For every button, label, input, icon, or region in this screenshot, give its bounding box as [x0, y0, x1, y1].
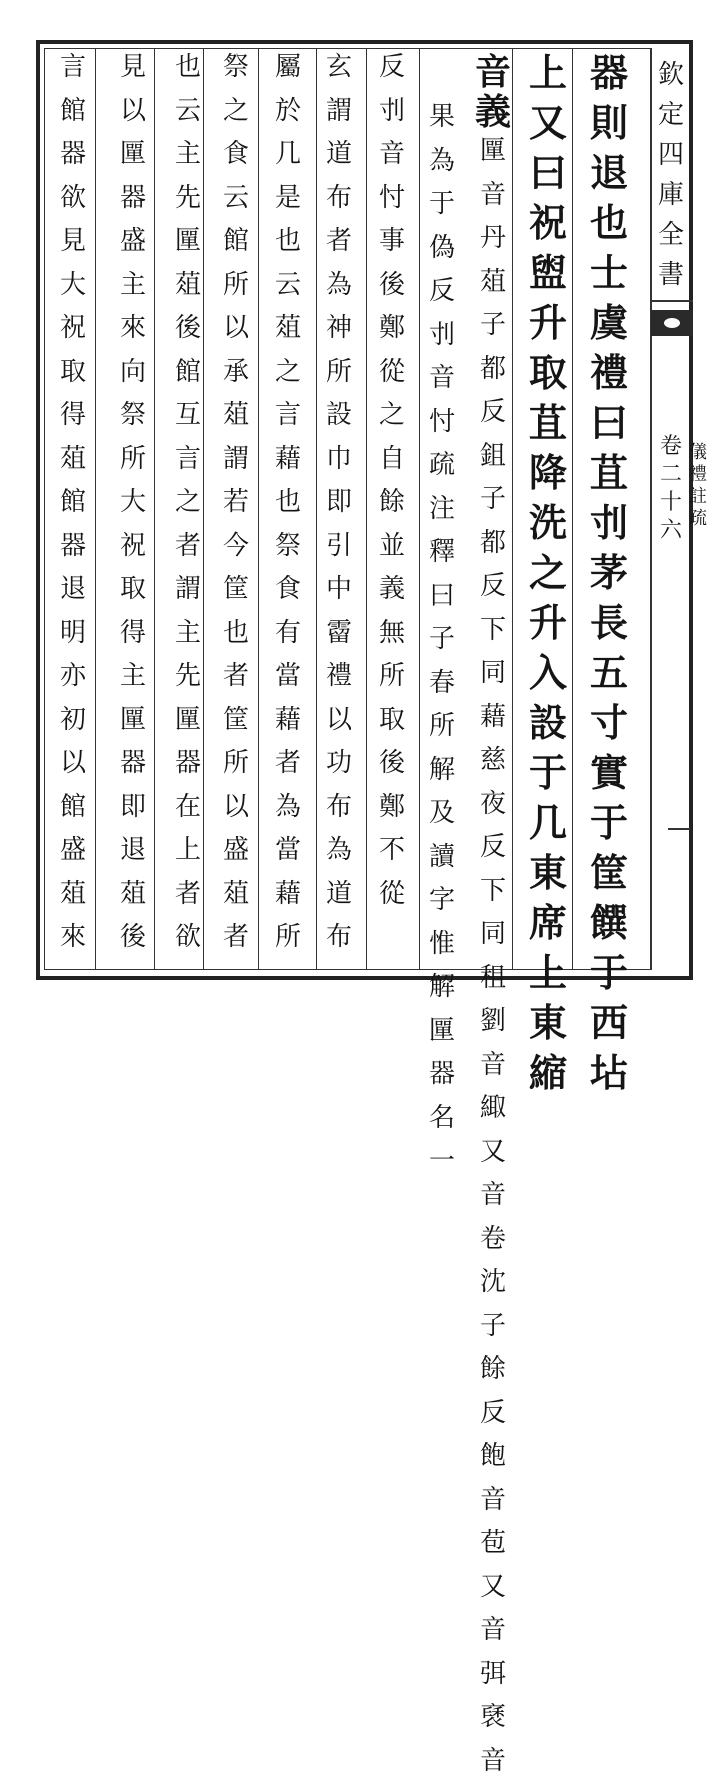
- glyph: 器: [117, 750, 149, 794]
- glyph: 取: [117, 576, 149, 620]
- glyph: 惟: [426, 931, 458, 975]
- glyph: 藉: [477, 704, 509, 748]
- glyph: 主: [117, 272, 149, 316]
- glyph: 藉: [272, 881, 304, 925]
- glyph: 寸: [584, 704, 634, 754]
- glyph: 謂: [172, 576, 204, 620]
- glyph: 筐: [584, 854, 634, 904]
- glyph: 得: [57, 402, 89, 446]
- glyph: 儀: [688, 444, 708, 466]
- glyph: 亦: [57, 663, 89, 707]
- glyph: 上: [523, 954, 573, 1004]
- glyph: 則: [584, 104, 634, 154]
- glyph: 神: [323, 315, 355, 359]
- column-rule: [154, 48, 155, 970]
- glyph: 偽: [426, 235, 458, 279]
- glyph: 東: [523, 854, 573, 904]
- glyph: 之: [376, 402, 408, 446]
- glyph: 不: [376, 837, 408, 881]
- glyph: 祭: [272, 533, 304, 577]
- glyph: 盥: [523, 254, 573, 304]
- glyph: 子: [426, 626, 458, 670]
- glyph: 餘: [376, 489, 408, 533]
- column-rule: [366, 48, 367, 970]
- glyph: 設: [323, 402, 355, 446]
- glyph: 以: [220, 315, 252, 359]
- glyph: 也: [272, 228, 304, 272]
- glyph: 禮: [688, 466, 708, 488]
- glyph: 退: [117, 837, 149, 881]
- margin-title: [652, 62, 690, 302]
- glyph: 玄: [323, 54, 355, 98]
- column-rule: [95, 48, 96, 970]
- glyph: 大: [57, 272, 89, 316]
- glyph: 禮: [584, 354, 634, 404]
- glyph: 見: [57, 228, 89, 272]
- glyph: 于: [426, 191, 458, 235]
- glyph: 五: [584, 654, 634, 704]
- glyph: 夜: [477, 791, 509, 835]
- glyph: 同: [477, 921, 509, 965]
- glyph: 盛: [117, 228, 149, 272]
- glyph: 卷: [477, 1226, 509, 1270]
- glyph: 匰: [477, 138, 509, 182]
- glyph: 刌: [376, 98, 408, 142]
- glyph: 音: [477, 1617, 509, 1661]
- glyph: 音: [477, 182, 509, 226]
- glyph: 都: [477, 530, 509, 574]
- glyph: 者: [172, 533, 204, 577]
- glyph: 葅: [57, 446, 89, 490]
- glyph: 解: [426, 757, 458, 801]
- glyph: 祝: [57, 315, 89, 359]
- glyph: 筐: [220, 707, 252, 751]
- glyph: 以: [220, 794, 252, 838]
- glyph: 以: [117, 98, 149, 142]
- glyph: 春: [426, 670, 458, 714]
- glyph: 布: [323, 794, 355, 838]
- glyph: 東: [523, 1004, 573, 1054]
- glyph: 几: [523, 804, 573, 854]
- glyph: 並: [376, 533, 408, 577]
- column-rule: [316, 48, 317, 970]
- glyph: 設: [523, 704, 573, 754]
- glyph: 匰: [426, 1018, 458, 1062]
- glyph: 西: [584, 1004, 634, 1054]
- text-column-note: [470, 54, 516, 1791]
- glyph: 器: [57, 141, 89, 185]
- glyph: 從: [376, 359, 408, 403]
- marker-glyph: 義: [470, 94, 516, 134]
- glyph: 以: [323, 707, 355, 751]
- glyph: 刌: [584, 504, 634, 554]
- glyph: 上: [523, 54, 573, 104]
- glyph: 注: [426, 496, 458, 540]
- glyph: 祭: [220, 54, 252, 98]
- glyph: 當: [272, 663, 304, 707]
- glyph: 又: [477, 1139, 509, 1183]
- glyph: 即: [323, 489, 355, 533]
- glyph: 主: [172, 620, 204, 664]
- glyph: 主: [117, 663, 149, 707]
- glyph: 實: [584, 754, 634, 804]
- book-title-label: [686, 444, 710, 532]
- glyph: 曰: [426, 583, 458, 627]
- glyph: 緅: [477, 1095, 509, 1139]
- glyph: 為: [323, 272, 355, 316]
- glyph: 慈: [477, 747, 509, 791]
- glyph: 坫: [584, 1054, 634, 1104]
- glyph: 音: [376, 141, 408, 185]
- glyph: 所: [272, 924, 304, 968]
- glyph: 刌: [426, 322, 458, 366]
- glyph: 匰: [172, 707, 204, 751]
- glyph: 茅: [584, 554, 634, 604]
- glyph: 註: [688, 488, 708, 510]
- glyph: 二: [659, 464, 683, 492]
- glyph: 子: [477, 486, 509, 530]
- glyph: 館: [57, 98, 89, 142]
- glyph: 取: [57, 359, 89, 403]
- glyph: 也: [172, 54, 204, 98]
- glyph: 虞: [584, 304, 634, 354]
- glyph: 葅: [172, 272, 204, 316]
- glyph: 事: [376, 228, 408, 272]
- glyph: 食: [220, 141, 252, 185]
- glyph: 云: [172, 98, 204, 142]
- glyph: 明: [57, 620, 89, 664]
- glyph: 反: [477, 1400, 509, 1444]
- glyph: 鉏: [477, 443, 509, 487]
- glyph: 同: [477, 660, 509, 704]
- yinyi-marker: [470, 54, 516, 134]
- text-column-main: [523, 54, 573, 1104]
- glyph: 主: [172, 141, 204, 185]
- glyph: 忖: [376, 185, 408, 229]
- glyph: 葅: [220, 402, 252, 446]
- glyph: 有: [272, 620, 304, 664]
- glyph: 葅: [57, 881, 89, 925]
- glyph: 霤: [323, 620, 355, 664]
- glyph: 云: [220, 185, 252, 229]
- glyph: 一: [426, 1148, 458, 1192]
- text-column-note: [376, 54, 408, 924]
- glyph: 定: [654, 102, 688, 142]
- glyph: 於: [272, 98, 304, 142]
- glyph: 言: [57, 54, 89, 98]
- juan-label: [656, 436, 686, 548]
- text-column-note: [272, 54, 304, 968]
- glyph: 沈: [477, 1269, 509, 1313]
- glyph: 丹: [477, 225, 509, 269]
- glyph: 巾: [323, 446, 355, 490]
- glyph: 向: [117, 359, 149, 403]
- glyph: 上: [172, 837, 204, 881]
- glyph: 初: [57, 707, 89, 751]
- glyph: 書: [654, 262, 688, 302]
- glyph: 承: [220, 359, 252, 403]
- glyph: 館: [57, 489, 89, 533]
- glyph: 欲: [172, 924, 204, 968]
- glyph: 苴: [584, 454, 634, 504]
- glyph: 之: [272, 359, 304, 403]
- glyph: 所: [220, 750, 252, 794]
- glyph: 謂: [323, 98, 355, 142]
- marker-glyph: 音: [470, 54, 516, 94]
- glyph: 者: [323, 228, 355, 272]
- margin-tick: [668, 828, 690, 830]
- glyph: 疏: [426, 452, 458, 496]
- glyph: 入: [523, 654, 573, 704]
- glyph: 葅: [477, 269, 509, 313]
- glyph: 館: [57, 794, 89, 838]
- glyph: 道: [323, 881, 355, 925]
- glyph: 饌: [584, 904, 634, 954]
- glyph: 義: [376, 576, 408, 620]
- text-column-note: [117, 54, 149, 968]
- glyph: 今: [220, 533, 252, 577]
- glyph: 四: [654, 142, 688, 182]
- glyph: 云: [272, 272, 304, 316]
- glyph: 後: [376, 750, 408, 794]
- glyph: 反: [477, 834, 509, 878]
- glyph: 解: [426, 974, 458, 1018]
- glyph: 六: [659, 520, 683, 548]
- glyph: 餘: [477, 1356, 509, 1400]
- text-column-note: [220, 54, 252, 968]
- glyph: 布: [323, 924, 355, 968]
- glyph: 縮: [523, 1054, 573, 1104]
- glyph: 忖: [426, 409, 458, 453]
- glyph: 于: [584, 954, 634, 1004]
- glyph: 卷: [659, 436, 683, 464]
- glyph: 子: [477, 1313, 509, 1357]
- glyph: 飽: [477, 1443, 509, 1487]
- glyph: 無: [376, 620, 408, 664]
- glyph: 祝: [523, 204, 573, 254]
- glyph: 在: [172, 794, 204, 838]
- glyph: 士: [584, 254, 634, 304]
- fish-tail-notch: [664, 318, 680, 328]
- glyph: 屬: [272, 54, 304, 98]
- glyph: 取: [376, 707, 408, 751]
- glyph: 祭: [117, 402, 149, 446]
- glyph: 苴: [523, 404, 573, 454]
- glyph: 音: [477, 1052, 509, 1096]
- glyph: 又: [477, 1574, 509, 1618]
- glyph: 釋: [426, 539, 458, 583]
- glyph: 所: [220, 272, 252, 316]
- glyph: 後: [376, 272, 408, 316]
- glyph: 于: [584, 804, 634, 854]
- glyph: 音: [477, 1748, 509, 1791]
- glyph: 洗: [523, 504, 573, 554]
- glyph: 盛: [57, 837, 89, 881]
- glyph: 欽: [654, 62, 688, 102]
- glyph: 子: [477, 312, 509, 356]
- glyph: 盛: [220, 837, 252, 881]
- glyph: 弭: [477, 1661, 509, 1705]
- glyph: 以: [57, 750, 89, 794]
- glyph: 欲: [57, 185, 89, 229]
- glyph: 器: [172, 750, 204, 794]
- glyph: 劉: [477, 1008, 509, 1052]
- glyph: 鄭: [376, 315, 408, 359]
- glyph: 取: [523, 354, 573, 404]
- text-column-note: [426, 104, 458, 1192]
- glyph: 食: [272, 576, 304, 620]
- text-column-note: [57, 54, 89, 968]
- glyph: 從: [376, 881, 408, 925]
- glyph: 中: [323, 576, 355, 620]
- glyph: 言: [272, 402, 304, 446]
- glyph: 言: [172, 446, 204, 490]
- column-rule: [258, 48, 259, 970]
- glyph: 之: [220, 98, 252, 142]
- glyph: 苞: [477, 1530, 509, 1574]
- glyph: 見: [117, 54, 149, 98]
- glyph: 若: [220, 489, 252, 533]
- glyph: 筐: [220, 576, 252, 620]
- glyph: 者: [172, 881, 204, 925]
- column-rule: [419, 48, 420, 970]
- glyph: 反: [376, 54, 408, 98]
- glyph: 之: [523, 554, 573, 604]
- glyph: 反: [477, 399, 509, 443]
- glyph: 曰: [584, 404, 634, 454]
- glyph: 也: [220, 620, 252, 664]
- glyph: 讀: [426, 844, 458, 888]
- glyph: 于: [523, 754, 573, 804]
- glyph: 下: [477, 617, 509, 661]
- glyph: 葅: [117, 881, 149, 925]
- glyph: 道: [323, 141, 355, 185]
- glyph: 功: [323, 750, 355, 794]
- glyph: 後: [172, 315, 204, 359]
- glyph: 都: [477, 356, 509, 400]
- glyph: 自: [376, 446, 408, 490]
- glyph: 葅: [220, 881, 252, 925]
- glyph: 者: [220, 663, 252, 707]
- glyph: 全: [654, 222, 688, 262]
- glyph: 音: [477, 1182, 509, 1226]
- glyph: 為: [272, 794, 304, 838]
- glyph: 當: [272, 837, 304, 881]
- glyph: 器: [426, 1061, 458, 1105]
- glyph: 果: [426, 104, 458, 148]
- glyph: 十: [659, 492, 683, 520]
- text-column-note: [172, 54, 204, 968]
- glyph: 反: [477, 573, 509, 617]
- glyph: 席: [523, 904, 573, 954]
- glyph: 器: [57, 533, 89, 577]
- glyph: 即: [117, 794, 149, 838]
- glyph: 退: [584, 154, 634, 204]
- glyph: 及: [426, 800, 458, 844]
- glyph: 庫: [654, 182, 688, 222]
- text-column-note: [323, 54, 355, 968]
- glyph: 降: [523, 454, 573, 504]
- glyph: 先: [172, 663, 204, 707]
- glyph: 後: [117, 924, 149, 968]
- glyph: 禮: [323, 663, 355, 707]
- glyph: 是: [272, 185, 304, 229]
- glyph: 之: [172, 489, 204, 533]
- glyph: 者: [272, 750, 304, 794]
- glyph: 器: [117, 185, 149, 229]
- glyph: 鄭: [376, 794, 408, 838]
- glyph: 所: [426, 713, 458, 757]
- glyph: 來: [57, 924, 89, 968]
- glyph: 匰: [117, 141, 149, 185]
- glyph: 為: [426, 148, 458, 192]
- glyph: 所: [323, 359, 355, 403]
- glyph: 也: [584, 204, 634, 254]
- glyph: 下: [477, 878, 509, 922]
- margin-separator: [651, 300, 693, 302]
- glyph: 器: [584, 54, 634, 104]
- glyph: 疏: [688, 510, 708, 532]
- glyph: 反: [426, 278, 458, 322]
- glyph: 謂: [220, 446, 252, 490]
- text-column-main: [584, 54, 634, 1104]
- glyph: 匰: [117, 707, 149, 751]
- glyph: 退: [57, 576, 89, 620]
- glyph: 字: [426, 887, 458, 931]
- glyph: 長: [584, 604, 634, 654]
- glyph: 音: [477, 1487, 509, 1531]
- glyph: 升: [523, 304, 573, 354]
- glyph: 大: [117, 489, 149, 533]
- glyph: 曰: [523, 154, 573, 204]
- glyph: 葅: [272, 315, 304, 359]
- glyph: 名: [426, 1105, 458, 1149]
- glyph: 匰: [172, 228, 204, 272]
- glyph: 來: [117, 315, 149, 359]
- glyph: 引: [323, 533, 355, 577]
- glyph: 所: [117, 446, 149, 490]
- glyph: 先: [172, 185, 204, 229]
- glyph: 者: [220, 924, 252, 968]
- glyph: 藉: [272, 446, 304, 490]
- glyph: 布: [323, 185, 355, 229]
- glyph: 祝: [117, 533, 149, 577]
- glyph: 升: [523, 604, 573, 654]
- glyph: 為: [323, 837, 355, 881]
- glyph: 互: [172, 402, 204, 446]
- glyph: 所: [376, 663, 408, 707]
- glyph: 得: [117, 620, 149, 664]
- glyph: 褎: [477, 1704, 509, 1748]
- glyph: 也: [272, 489, 304, 533]
- glyph: 藉: [272, 707, 304, 751]
- glyph: 館: [172, 359, 204, 403]
- glyph: 几: [272, 141, 304, 185]
- glyph: 館: [220, 228, 252, 272]
- glyph: 租: [477, 965, 509, 1009]
- glyph: 音: [426, 365, 458, 409]
- glyph: 又: [523, 104, 573, 154]
